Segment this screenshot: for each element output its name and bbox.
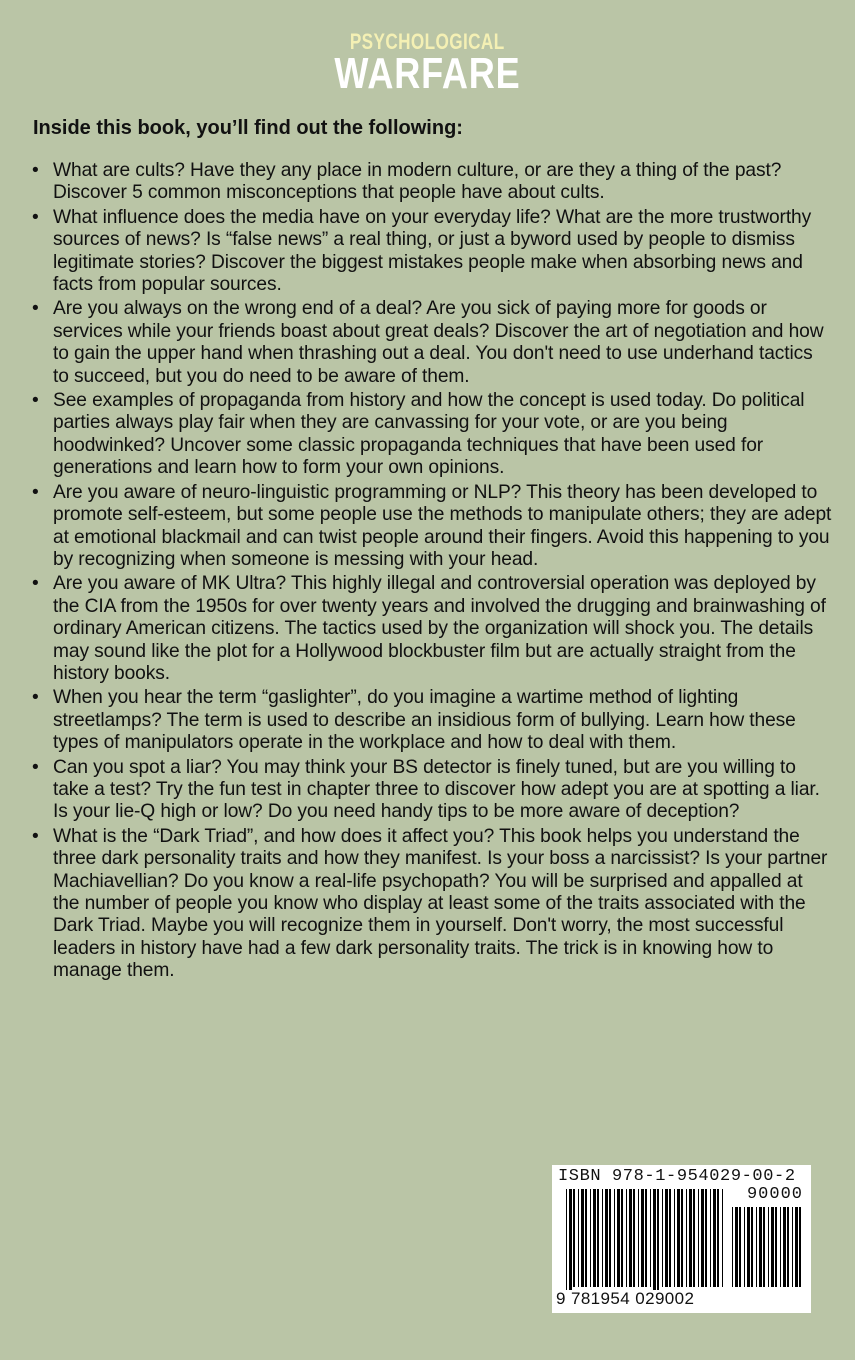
barcode-bar: [626, 1189, 627, 1287]
book-logo: [0, 29, 855, 98]
barcode-bar: [569, 1189, 572, 1297]
barcode-bar: [713, 1189, 716, 1287]
bullet-icon: •: [32, 160, 39, 181]
barcode-bar: [693, 1189, 695, 1287]
barcode-bar: [681, 1189, 683, 1287]
list-item: [32, 573, 832, 685]
barcode-bar: [775, 1207, 777, 1287]
barcode-bar: [799, 1207, 801, 1287]
barcode-bar: [739, 1207, 741, 1287]
barcode-bar: [710, 1189, 711, 1287]
barcode-bar: [641, 1189, 644, 1287]
list-item: [32, 757, 832, 824]
list-item: [32, 826, 832, 983]
barcode-bar: [686, 1189, 687, 1287]
bullet-icon: •: [32, 390, 39, 412]
isbn-label: ISBN 978-1-954029-00-2: [558, 1167, 796, 1186]
barcode-bar: [657, 1189, 659, 1297]
barcode-bar: [638, 1189, 639, 1287]
barcode-bar: [763, 1207, 765, 1287]
barcode-bar: [795, 1207, 798, 1287]
barcode-bar: [573, 1189, 575, 1287]
barcode-bar: [732, 1207, 733, 1287]
bullet-icon: •: [32, 298, 39, 320]
list-item-text: Are you aware of MK Ultra? This highly illegal and controversial operation was deployed by the CIA from the 1950s for over twenty years and involved the drugging and brainwashing of ordinary American citizens. The tactics used by the organization will shock you. The details may sound like the plot for a Hollywood blockbuster film but are actually straight from the history books.: [53, 573, 826, 684]
barcode-bar: [717, 1189, 719, 1287]
barcode-bar: [633, 1189, 635, 1287]
barcode-addon-bars: [732, 1207, 802, 1297]
list-item-text: Are you always on the wrong end of a deal? Are you sick of paying more for goods or services while your friends boast about great deals? Discover the art of negotiation and how to gain the upper hand when thrashing out a deal. You don't need to use underhand tactics to succeed, but you do need to be aware of them.: [53, 298, 824, 387]
barcode-bar: [744, 1207, 745, 1287]
list-item-text: See examples of propaganda from history and how the concept is used today. Do political parties always play fair when they are canvassing for your vote, or are you being hoodwinked? Uncover some classic propaganda techniques that have been used for generations and learn how to form your own opinions.: [53, 390, 805, 479]
barcode-bar: [674, 1189, 675, 1287]
barcode-bar: [609, 1189, 611, 1287]
barcode-bar: [662, 1189, 663, 1287]
barcode-bar: [759, 1207, 762, 1287]
list-item: [32, 160, 832, 205]
barcode-bar: [669, 1189, 671, 1287]
barcode-bar: [645, 1189, 647, 1287]
list-item: [32, 207, 832, 297]
list-item: [32, 298, 832, 388]
list-item-text: What is the “Dark Triad”, and how does it affect you? This book helps you understand the three dark personality traits and how they manifest. Is your boss a narcissist? Is your partner Machiavellian? Do you know a real-life psychopath? You will be surprised and appalled at the number of people you know who display at least some of the traits associated with the Dark Triad. Maybe you will recognize them in yourself. Don't worry, the most successful leaders in history have had a few dark personality traits. The trick is in knowing how to manage them.: [53, 825, 828, 982]
barcode-bar: [735, 1207, 738, 1287]
bullet-icon: •: [32, 687, 39, 709]
list-item: [32, 687, 832, 754]
list-item-text: Are you aware of neuro-linguistic programming or NLP? This theory has been developed to promote self-esteem, but some people use the methods to manipulate others; they are adept at emotional blackmail and can twist people around their fingers. Avoid this happening to you by recognizing when someone is messing with your head.: [53, 481, 832, 570]
barcode-bar: [614, 1189, 615, 1287]
list-item: [32, 390, 832, 480]
price-code: 90000: [746, 1185, 803, 1204]
list-item: [32, 482, 832, 572]
bullet-icon: •: [32, 481, 39, 503]
logo-line-psychological: PSYCHOLOGICAL: [350, 29, 505, 54]
barcode-bar: [783, 1207, 786, 1287]
barcode-bar: [756, 1207, 757, 1287]
intro-heading: Inside this book, you’ll find out the following:: [33, 117, 463, 139]
barcode-bar: [590, 1189, 591, 1287]
barcode-bar: [780, 1207, 781, 1287]
barcode-bar: [602, 1189, 603, 1287]
bullet-icon: •: [32, 573, 39, 595]
list-item-text: When you hear the term “gaslighter”, do you imagine a wartime method of lighting streetlamps? The term is used to describe an insidious form of bullying. Learn how these types of manipulators operate in the workplace and how to deal with them.: [53, 687, 796, 754]
barcode-bar: [617, 1189, 620, 1287]
barcode-bar: [705, 1189, 707, 1287]
bullet-icon: •: [32, 206, 39, 228]
barcode-bar: [665, 1189, 668, 1287]
barcode-bar: [653, 1189, 656, 1297]
bullet-icon: •: [32, 756, 39, 778]
barcode-bar: [771, 1207, 774, 1287]
barcode-bar: [722, 1189, 723, 1287]
barcode-bar: [650, 1189, 651, 1287]
barcode-bar: [701, 1189, 704, 1287]
barcode-bar: [578, 1189, 579, 1287]
list-item-text: What influence does the media have on your everyday life? What are the more trustworthy sources of news? Is “false news” a real thing, or just a byword used by people to dismiss legitimate stories? Discover the biggest mistakes people make when absorbing news and facts from popular sources.: [53, 206, 812, 296]
barcode-bar: [629, 1189, 632, 1287]
barcode-bar: [605, 1189, 608, 1287]
barcode-bar: [597, 1189, 599, 1287]
barcode-bar: [593, 1189, 596, 1287]
barcode-bar: [747, 1207, 750, 1287]
barcode-bar: [792, 1207, 793, 1287]
barcode-bar: [768, 1207, 769, 1287]
isbn-barcode: [552, 1165, 811, 1313]
list-item-text: Can you spot a liar? You may think your BS detector is finely tuned, but are you willing to take a test? Try the fun test in chapter three to discover how adept you are at spotting a liar. Is your lie-Q high or low? Do you need handy tips to be more aware of deception?: [53, 756, 820, 823]
ean-digits: 9 781954 029002: [556, 1289, 695, 1308]
list-item-text: What are cults? Have they any place in modern culture, or are they a thing of the past? Discover 5 common misconceptions that people have about cults.: [53, 160, 782, 204]
bullet-icon: •: [32, 825, 39, 847]
logo-line-warfare: WARFARE: [334, 49, 521, 98]
barcode-bar: [621, 1189, 623, 1287]
barcode-bar: [698, 1189, 699, 1287]
barcode-bar: [581, 1189, 584, 1287]
barcode-bar: [566, 1189, 567, 1297]
barcode-main-bars: [566, 1189, 726, 1297]
bullet-list: [32, 160, 832, 985]
barcode-bar: [787, 1207, 789, 1287]
barcode-bar: [751, 1207, 753, 1287]
barcode-bar: [677, 1189, 680, 1287]
barcode-bar: [585, 1189, 587, 1287]
barcode-bar: [689, 1189, 692, 1287]
